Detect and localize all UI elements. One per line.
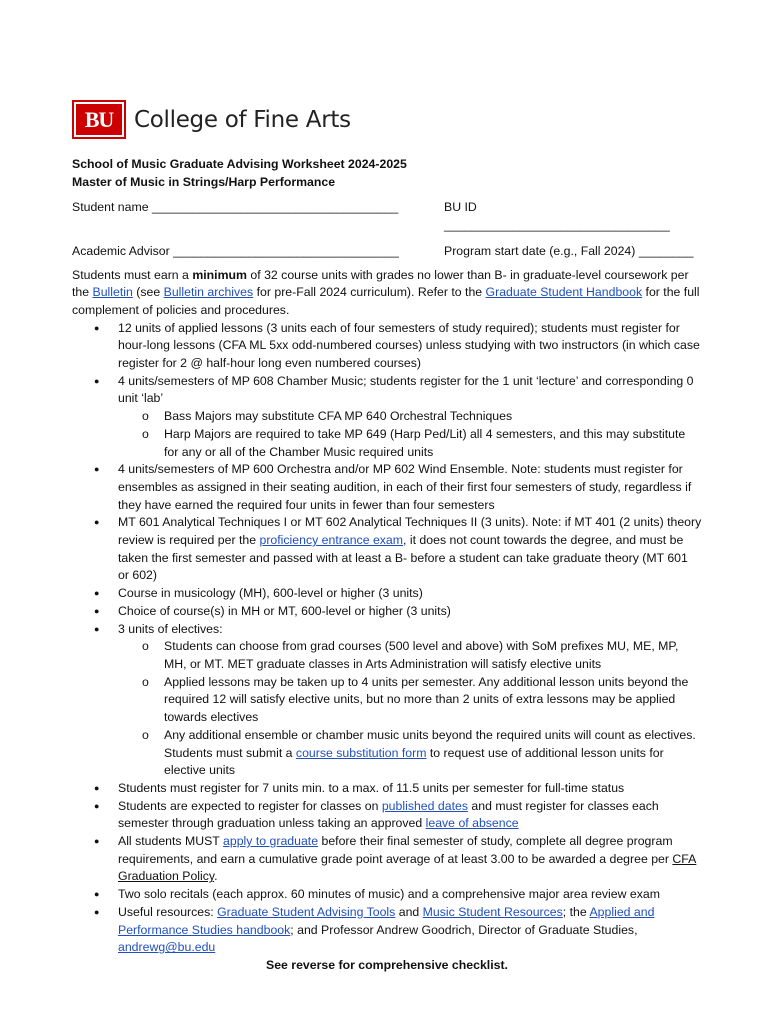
list-item-text: 3 units of electives: [118, 621, 223, 636]
worksheet-title: School of Music Graduate Advising Worksheet 2024-2025 [72, 157, 407, 171]
bullet-icon: ● [94, 906, 100, 917]
bu-logo-letters: BU [84, 106, 114, 132]
sub-bullet-icon: o [142, 674, 149, 689]
sub-item-text: Harp Majors are required to take MP 649 (Harp Ped/Lit) all 4 semesters, and this may substitute for any or all of the Chamber Music required units [164, 426, 686, 459]
academic-advisor-field[interactable]: Academic Advisor _________________________________ [72, 243, 399, 258]
program-title: Master of Music in Strings/Harp Performance [72, 174, 336, 189]
intro-bold: minimum [192, 267, 247, 282]
bullet-icon: ● [94, 588, 100, 599]
list-item-text: Choice of course(s) in MH or MT, 600-level or higher (3 units) [118, 603, 451, 618]
leave-of-absence-link[interactable]: leave of absence [425, 816, 519, 831]
list-item-text: . [214, 869, 218, 884]
program-start-date-field[interactable]: Program start date (e.g., Fall 2024) ________ [444, 243, 694, 258]
intro-text: (see [132, 285, 164, 300]
bullet-icon: ● [94, 322, 100, 333]
advising-tools-link[interactable]: Graduate Student Advising Tools [217, 904, 396, 919]
list-item-text: and [395, 904, 423, 919]
intro-text: of 32 course units with grades no lower than B- in graduate-level coursework per the [72, 267, 689, 300]
list-item-text: before their final semester of study, complete all degree program requirements, and earn a cumulative grade point average of at least 3.00 to be awarded a degree per [118, 834, 673, 866]
music-student-resources-link[interactable]: Music Student Resources [422, 904, 563, 919]
list-item [72, 373, 702, 462]
bullet-icon: ● [94, 464, 100, 475]
requirements-list [72, 320, 702, 957]
performance-studies-handbook-link[interactable]: Applied and Performance Studies handbook [118, 904, 655, 937]
list-item-text: and must register for classes each semester through graduation unless taking an approved [118, 798, 659, 831]
intro-text: Students must earn a [72, 267, 193, 282]
list-item [72, 833, 702, 886]
sub-item-text: Any additional ensemble or chamber music units beyond the required units will count as electives. Students must submit a [164, 727, 696, 760]
list-item [72, 886, 702, 904]
list-item [72, 798, 702, 833]
list-item [72, 780, 702, 798]
list-item-text: Students are expected to register for classes on [118, 798, 382, 813]
list-item [72, 514, 702, 585]
sub-list [118, 638, 702, 780]
bu-logo [72, 100, 351, 139]
sub-list-item [118, 426, 702, 461]
apply-to-graduate-link[interactable]: apply to graduate [223, 834, 319, 849]
sub-list [118, 408, 702, 461]
bullet-icon: ● [94, 800, 100, 811]
sub-bullet-icon: o [142, 727, 149, 742]
sub-list-item [118, 674, 702, 727]
sub-list-item [118, 408, 702, 426]
intro-text: for pre-Fall 2024 curriculum). Refer to the [253, 285, 486, 300]
footer-note: See reverse for comprehensive checklist. [266, 957, 508, 972]
course-substitution-form-link[interactable]: course substitution form [295, 745, 427, 760]
list-item [72, 585, 702, 603]
list-item-text: Useful resources: [118, 904, 218, 919]
list-item [72, 621, 702, 780]
email-link[interactable]: andrewg@bu.edu [118, 940, 216, 955]
bullet-icon: ● [94, 605, 100, 616]
bullet-icon: ● [94, 517, 100, 528]
intro-paragraph [72, 267, 702, 320]
graduate-handbook-link[interactable]: Graduate Student Handbook [485, 285, 643, 300]
bullet-icon: ● [94, 889, 100, 900]
list-item-text: Students must register for 7 units min. to a max. of 11.5 units per semester for full-time status [118, 780, 625, 795]
list-item-text: ; the [562, 904, 590, 919]
bullet-icon: ● [94, 836, 100, 847]
published-dates-link[interactable]: published dates [381, 798, 468, 813]
worksheet-content [72, 156, 702, 975]
list-item [72, 904, 702, 957]
bu-id-field[interactable]: BU ID _________________________________ [444, 200, 670, 233]
college-name: College of Fine Arts [134, 106, 351, 133]
list-item-text: ; and Professor Andrew Goodrich, Director of Graduate Studies, [290, 922, 638, 937]
form-row-1 [72, 199, 702, 234]
list-item [72, 320, 702, 373]
intro-text: for the full complement of policies and procedures. [72, 285, 700, 317]
form-row-2 [72, 243, 702, 261]
bullet-icon: ● [94, 782, 100, 793]
sub-bullet-icon: o [142, 426, 149, 441]
bullet-icon: ● [94, 623, 100, 634]
sub-bullet-icon: o [142, 639, 149, 654]
list-item-text: Two solo recitals (each approx. 60 minutes of music) and a comprehensive major area review exam [118, 887, 660, 902]
list-item-text: All students MUST [118, 834, 224, 849]
bullet-icon: ● [94, 375, 100, 386]
bulletin-link[interactable]: Bulletin [92, 285, 133, 300]
list-item [72, 603, 702, 621]
list-item-text: MT 601 Analytical Techniques I or MT 602 Analytical Techniques II (3 units). Note: if MT 401 (2 units) theory review is required per the [118, 515, 702, 548]
proficiency-exam-link[interactable]: proficiency entrance exam [259, 533, 404, 548]
sub-item-text: Bass Majors may substitute CFA MP 640 Orchestral Techniques [164, 409, 513, 424]
sub-list-item [118, 638, 702, 673]
cfa-graduation-policy-link[interactable]: CFA Graduation Policy [118, 851, 697, 884]
list-item-text: , it does not count towards the degree, and must be taken the first semester and passed with at least a B- before a student can take graduate theory (MT 601 or 602) [118, 533, 688, 583]
sub-bullet-icon: o [142, 409, 149, 424]
list-item [72, 461, 702, 514]
sub-item-text: Students can choose from grad courses (500 level and above) with SoM prefixes MU, ME, MP, MH, or MT. MET graduate classes in Arts Administration will satisfy elective units [164, 639, 679, 671]
sub-list-item [118, 727, 702, 780]
list-item-text: 4 units/semesters of MP 608 Chamber Music; students register for the 1 unit ‘lecture’ and corresponding 0 unit ‘lab’ [118, 373, 694, 406]
sub-item-text: Applied lessons may be taken up to 4 units per semester. Any additional lesson units beyond the required 12 will satisfy elective units, but no more than 2 units of extra lessons may be applied towards electives [164, 674, 689, 725]
list-item-text: Course in musicology (MH), 600-level or higher (3 units) [118, 586, 423, 601]
sub-item-text: to request use of additional lesson units for elective units [164, 745, 664, 778]
bulletin-archives-link[interactable]: Bulletin archives [163, 285, 254, 300]
student-name-field[interactable]: Student name ____________________________________ [72, 200, 399, 215]
list-item-text: 4 units/semesters of MP 600 Orchestra and/or MP 602 Wind Ensemble. Note: students must register for ensembles as assigned in their seating audition, in each of their first four semesters of study, regardless if they have earned the required four units in fewer than four semesters [118, 462, 692, 512]
bu-logo-mark [72, 100, 126, 139]
list-item-text: 12 units of applied lessons (3 units each of four semesters of study required); students must register for hour-long lessons (CFA ML 5xx odd-numbered courses) unless studying with two instructors (in which case register for 2 @ half-hour long even numbered courses) [118, 320, 700, 371]
